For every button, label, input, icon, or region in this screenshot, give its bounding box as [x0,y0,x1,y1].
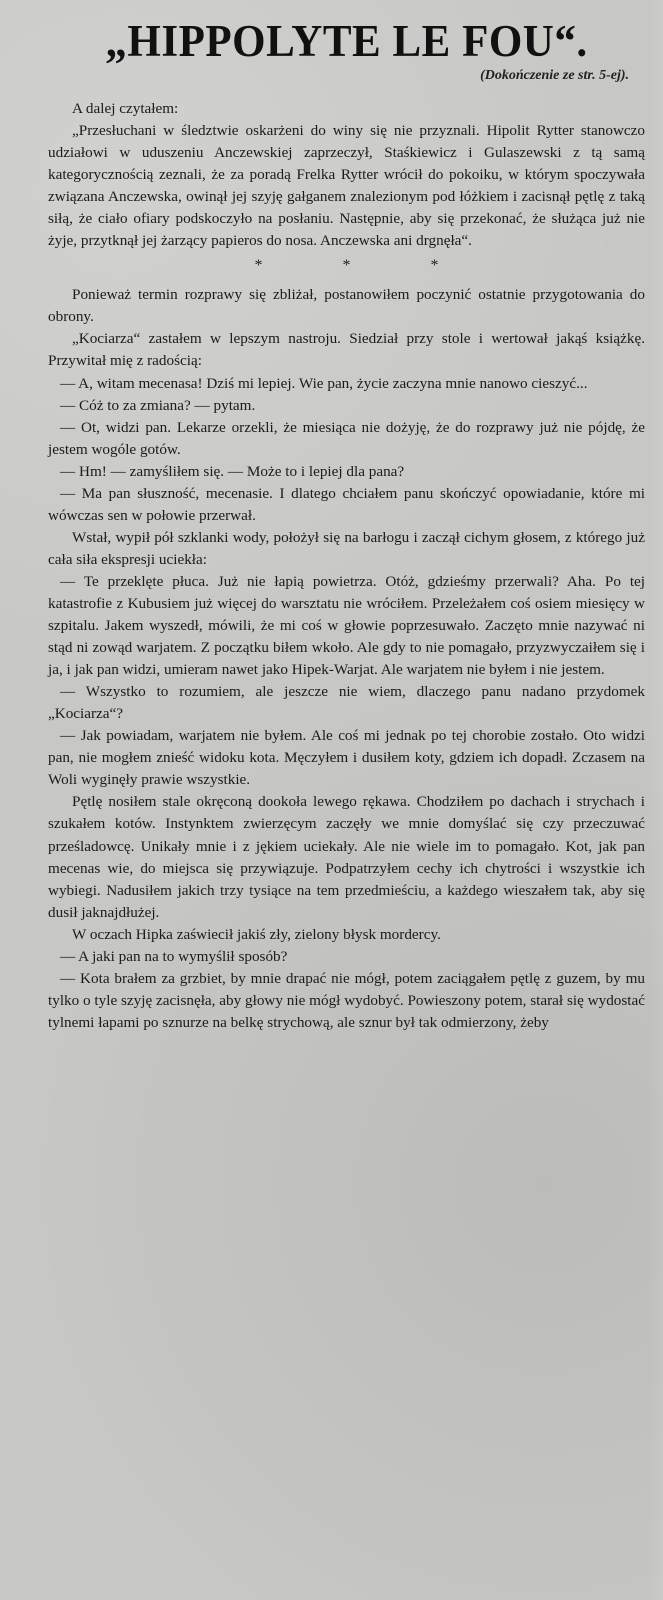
article-paragraph: A dalej czytałem: [72,100,179,117]
article-paragraph: „Przesłuchani w śledztwie oskarżeni do winy się nie przyznali. Hipolit Rytter stanowczo udziałowi w uduszeniu Anczewskiej zaprzeczył, Staśkiewicz i Gulaszewski z tą samą kategorycznością zeznali, że za poradą Frelka Rytter wrócił do pokoiku, w którym spoczywała związana Anczewska, owinął jej szyję gałganem znalezionym pod łóżkiem i zacisnął pętlę z taką siłą, że ciało ofiary podskoczyło na posłaniu. Następnie, aby się przekonać, że służąca już nie żyje, przytknął jej żarzący papieros do nosa. Anczewska ani drgnęła“. [48,122,645,250]
paper-edge [649,0,663,1600]
article-paragraph: — Kota brałem za grzbiet, by mnie drapać nie mógł, potem zaciągałem pętlę z guzem, by mu tylko o tyle szyję zacisnęła, aby głowy nie mógł wydobyć. Powieszony potem, starał się wydostać tylnemi łapami po sznurze na belkę strychową, ale sznur był tak odmierzony, żeby [48,969,645,1031]
article-title: „HIPPOLYTE LE FOU“. [105,17,588,67]
section-separator: * * * [254,257,477,275]
article-section-before [48,98,645,252]
article-paragraph: — Cóż to za zmiana? — pytam. [60,396,256,414]
article-paragraph: W oczach Hipka zaświecił jakiś zły, zielony błysk mordercy. [72,925,441,943]
article-paragraph: — Hm! — zamyśliłem się. — Może to i lepiej dla pana? [60,462,405,480]
article-paragraph: Pętlę nosiłem stale okręconą dookoła lewego rękawa. Chodziłem po dachach i strychach i szukałem kotów. Instynktem zwierzęcym zaczęły we mnie domyślać się czy przeczuwać prześladowcę. Unikały mnie i z jękiem uciekały. Ale nie wiele im to pomagało. Kot, jak pan mecenas wie, do miejsca się przywiązuje. Podpatrzyłem cechy ich chytrości i wszystkie ich wybiegi. Nadusiłem jakich trzy tysiące na tem przedmieściu, a każdego wieszałem tak, aby się dusił jaknajdłużej. [48,793,645,921]
article-paragraph: — Jak powiadam, warjatem nie byłem. Ale coś mi jednak po tej chorobie zostało. Oto widzi pan, nie mogłem znieść widoku kota. Męczyłem i dusiłem koty, gdziem ich dopadł. Zczasem na Woli wyginęły prawie wszystkie. [48,727,645,789]
article-paragraph: — Ot, widzi pan. Lekarze orzekli, że miesiąca nie dożyję, że do rozprawy już nie pójdę, że jestem wogóle gotów. [48,418,645,458]
continuation-note: (Dokończenie ze str. 5-ej). [480,68,629,83]
article-body [48,98,645,1034]
article-paragraph: Ponieważ termin rozprawy się zbliżał, postanowiłem poczynić ostatnie przygotowania do obrony. [48,286,645,326]
article-section-after [48,284,645,1034]
article-paragraph: — Ma pan słuszność, mecenasie. I dlatego chciałem panu skończyć opowiadanie, które mi wówczas sen w połowie przerwał. [48,484,645,524]
article-paragraph: — A, witam mecenasa! Dziś mi lepiej. Wie pan, życie zaczyna mnie nanowo cieszyć... [60,374,588,392]
article-paragraph: „Kociarza“ zastałem w lepszym nastroju. Siedział przy stole i wertował jakąś książkę. Przywitał mię z radością: [48,330,645,370]
article-paragraph: — Wszystko to rozumiem, ale jeszcze nie wiem, dlaczego panu nadano przydomek „Kociarza“? [48,683,645,723]
article-paragraph: — Te przeklęte płuca. Już nie łapią powietrza. Otóż, gdzieśmy przerwali? Aha. Po tej katastrofie z Kubusiem już więcej do warsztatu nie wróciłem. Przeleżałem coś osiem miesięcy w szpitalu. Jakem wyszedł, mówili, że mi coś w głowie poprzesuwało. Zaczęto mnie nazywać ni stąd ni zowąd warjatem. Z początku biłem wkoło. Ale gdy to nie pomagało, przyzwyczaiłem się i ja, i jak pan widzi, umieram nawet jako Hipek-Warjat. Ale warjatem nie byłem i nie jestem. [48,572,645,679]
article-paragraph: Wstał, wypił pół szklanki wody, położył się na barłogu i zaczął cichym głosem, z którego już cała siła ekspresji uciekła: [48,528,645,568]
article-paragraph: — A jaki pan na to wymyślił sposób? [60,947,288,965]
